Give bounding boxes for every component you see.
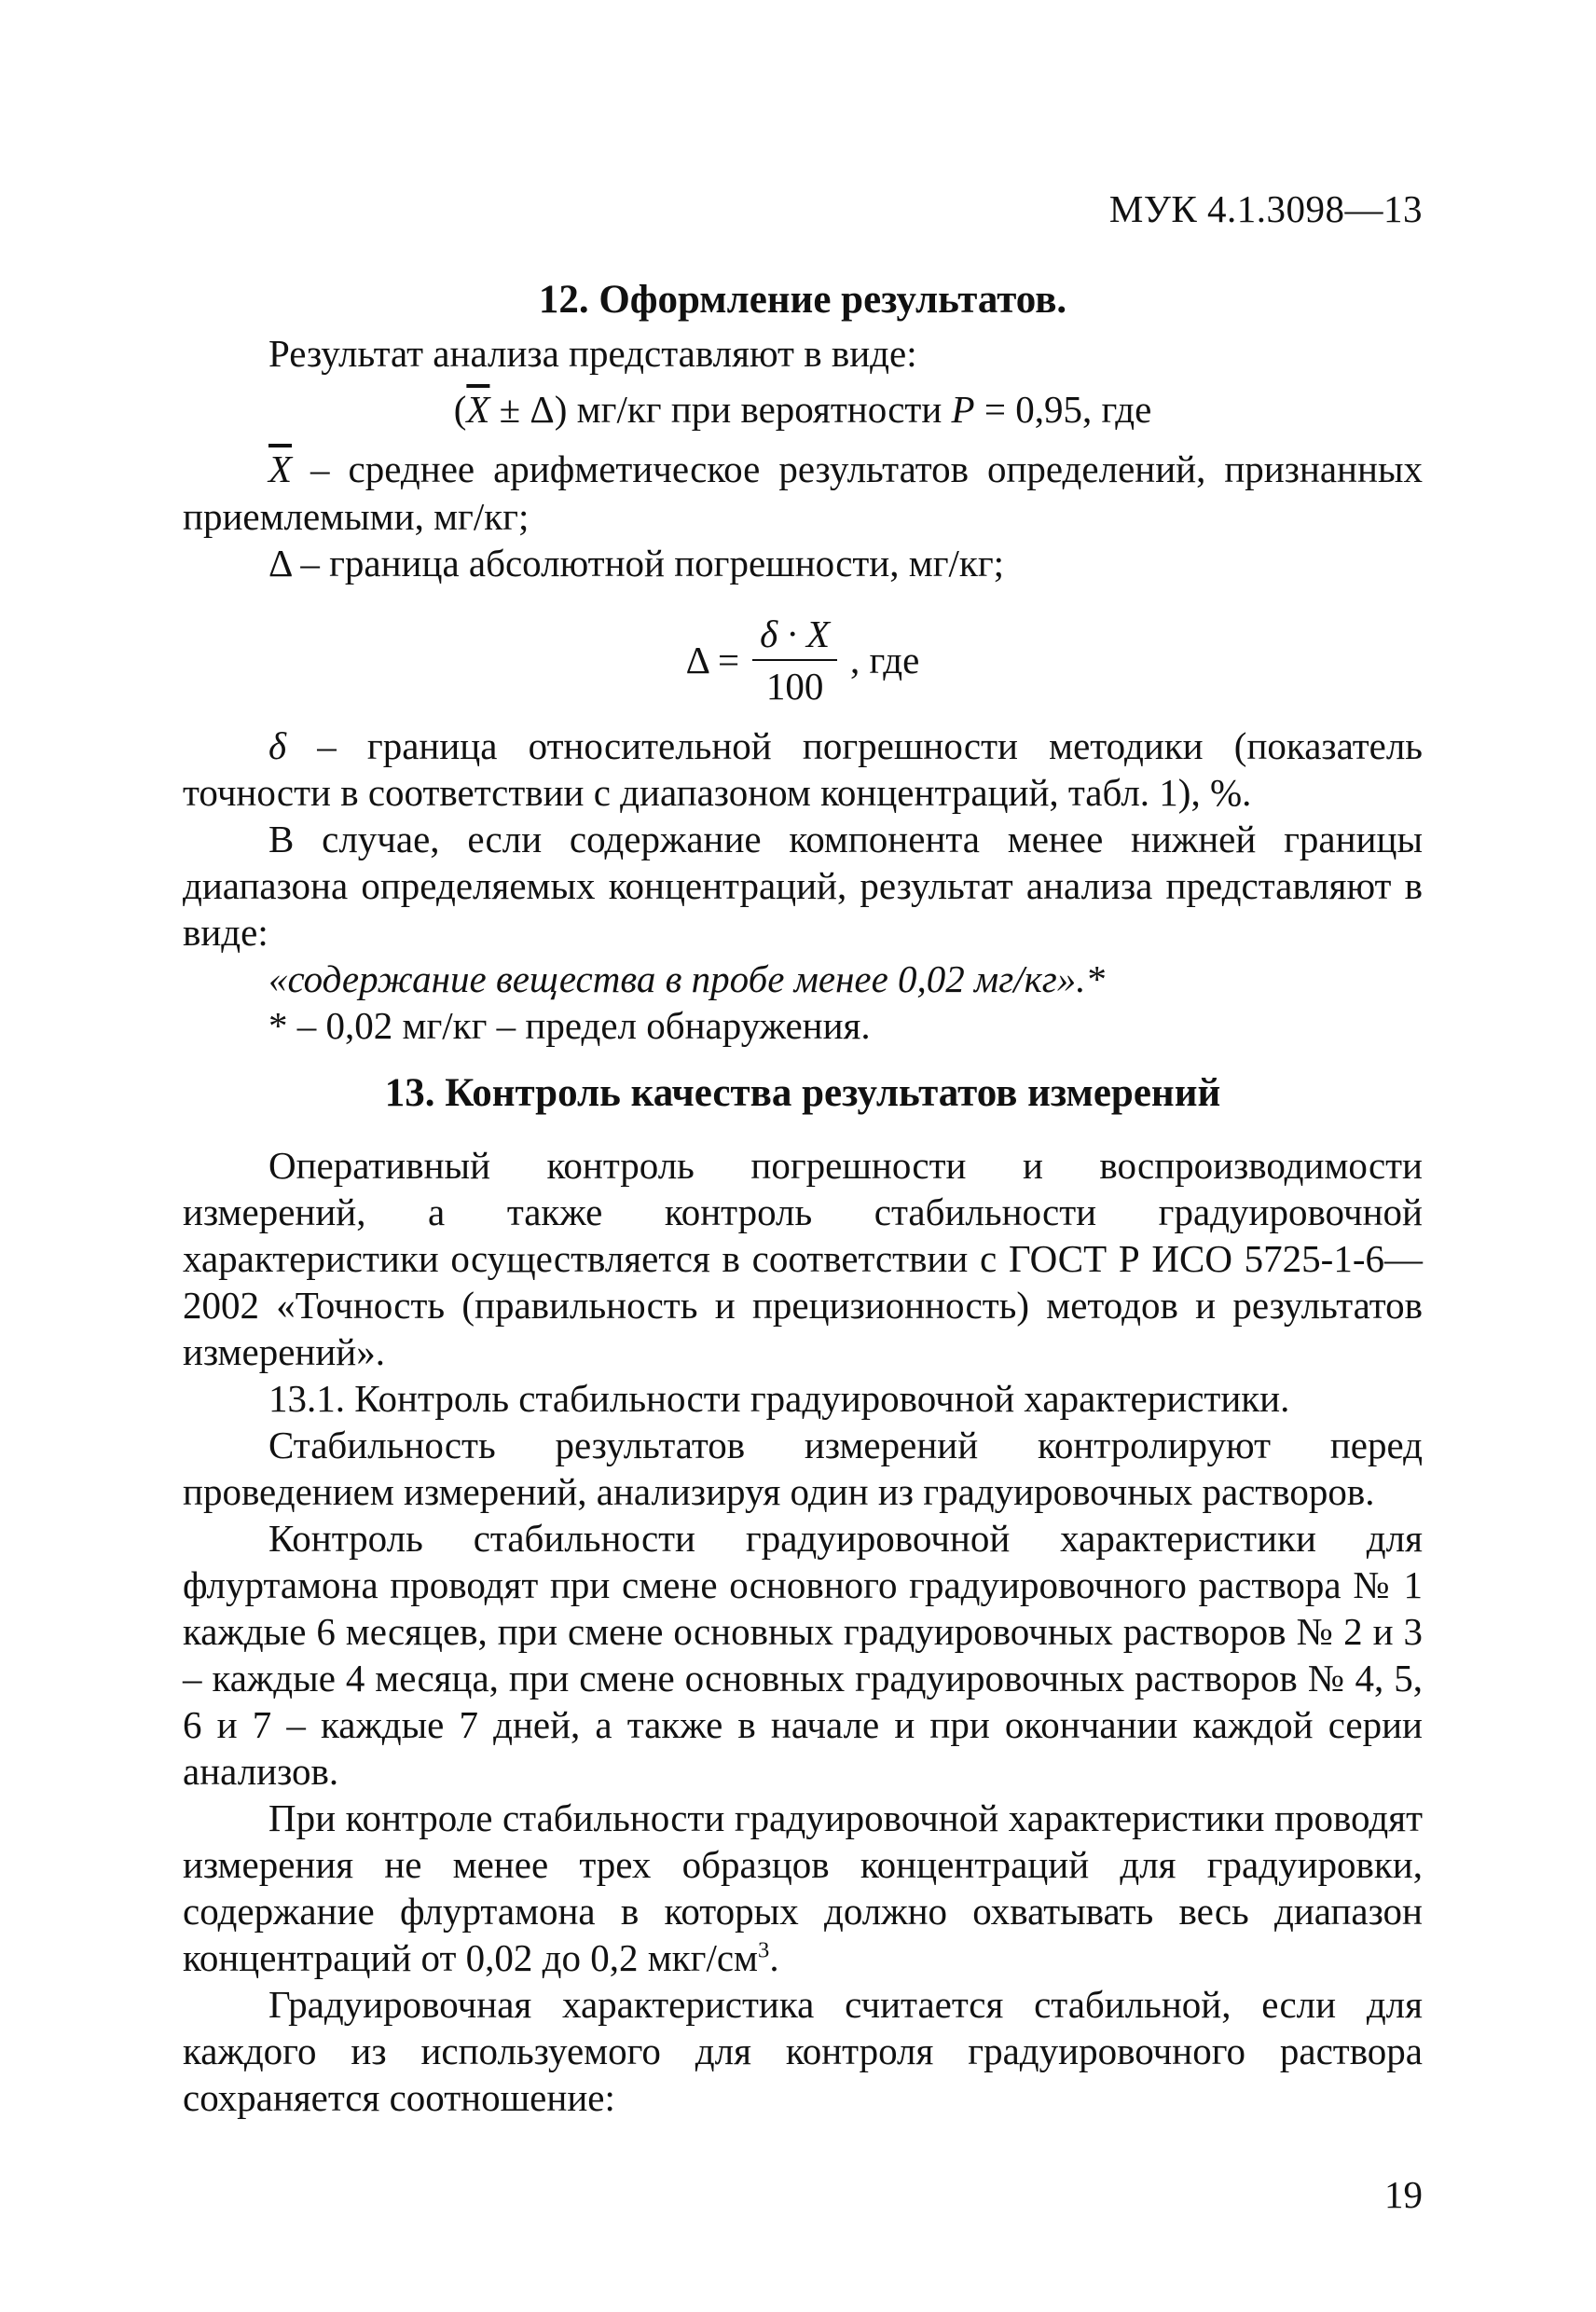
page-number: 19 <box>1384 2173 1423 2216</box>
section-13-para-5: Градуировочная характеристика считается стабильной, если для каждого из используемого для контроля градуировочного раствора сохраняется соотношение: <box>183 1983 1423 2120</box>
formula-tail: = 0,95, где <box>974 388 1152 432</box>
subsection-13-1: 13.1. Контроль стабильности градуировочной характеристики. <box>268 1377 1290 1421</box>
fraction-right: , где <box>850 638 920 681</box>
fraction-denominator: 100 <box>765 664 824 708</box>
para-4-main: При контроле стабильности градуировочной характеристики проводят измерения не менее трех образцов концентраций для градуировки, содержание флуртамона в которых должно охватывать весь диапазон концентраций от 0,02 до 0,2 мкг/см <box>183 1796 1423 1980</box>
section-12-intro: Результат анализа представляют в виде: <box>268 332 917 376</box>
formula-x-mean: $\overline{X}$ <box>466 388 490 432</box>
formula-rest: ± Δ) мг/кг при вероятности <box>489 388 952 432</box>
case-paragraph: В случае, если содержание компонента менее нижней границы диапазона определяемых концентраций, результат анализа представляют в виде: <box>183 817 1423 954</box>
document-code: МУК 4.1.3098—13 <box>1108 187 1423 230</box>
para-4-end: . <box>769 1936 779 1980</box>
result-formula <box>183 386 1423 433</box>
section-13-title: 13. Контроль качества результатов измерений <box>384 1070 1221 1115</box>
section-13-para-4 <box>183 1795 1423 1981</box>
quote-paragraph: «содержание вещества в пробе менее 0,02 мг/кг».* <box>268 956 1106 1000</box>
definition-delta: Δ – граница абсолютной погрешности, мг/кг; <box>268 541 1005 585</box>
formula-open: ( <box>453 388 467 432</box>
section-13-para-3: Контроль стабильности градуировочной характеристики для флуртамона проводят при смене основного градуировочного раствора № 1 каждые 6 месяцев, при смене основных градуировочных растворов № 2 и 3 – каждые 4 месяца, при смене основных градуировочных растворов № 4, 5, 6 и 7 – каждые 7 дней, а также в начале и при окончании каждой серии анализов. <box>183 1517 1423 1794</box>
footnote: * – 0,02 мг/кг – предел обнаружения. <box>268 1003 871 1047</box>
fraction-left: Δ = <box>685 638 740 681</box>
section-13-para-2: Стабильность результатов измерений контролируют перед проведением измерений, анализируя один из градуировочных растворов. <box>183 1424 1423 1514</box>
page-body <box>183 177 1423 2121</box>
formula-p: P <box>951 388 975 432</box>
para-4-superscript: 3 <box>758 1937 770 1963</box>
fraction <box>752 611 837 709</box>
definition-x-mean <box>183 446 1423 539</box>
def-delta-rel-symbol: δ <box>268 723 287 767</box>
def-x-symbol: $\overline{X}$ <box>268 447 293 491</box>
section-12-title: 12. Оформление результатов. <box>538 278 1067 322</box>
definition-delta-relative <box>183 722 1423 816</box>
delta-formula <box>183 611 1423 709</box>
section-13-para-1: Оперативный контроль погрешности и воспроизводимости измерений, а также контроль стабильности градуировочной характеристики осуществляется в соответствии с ГОСТ Р ИСО 5725-1-6—2002 «Точность (правильность и прецизионность) методов и результатов измерений». <box>183 1144 1423 1374</box>
fraction-numerator: δ · X <box>752 611 837 661</box>
def-x-text: – среднее арифметическое результатов определений, признанных приемлемыми, мг/кг; <box>183 447 1423 538</box>
def-delta-rel-text: – граница относительной погрешности методики (показатель точности в соответствии с диапазоном концентраций, табл. 1), %. <box>183 723 1423 814</box>
